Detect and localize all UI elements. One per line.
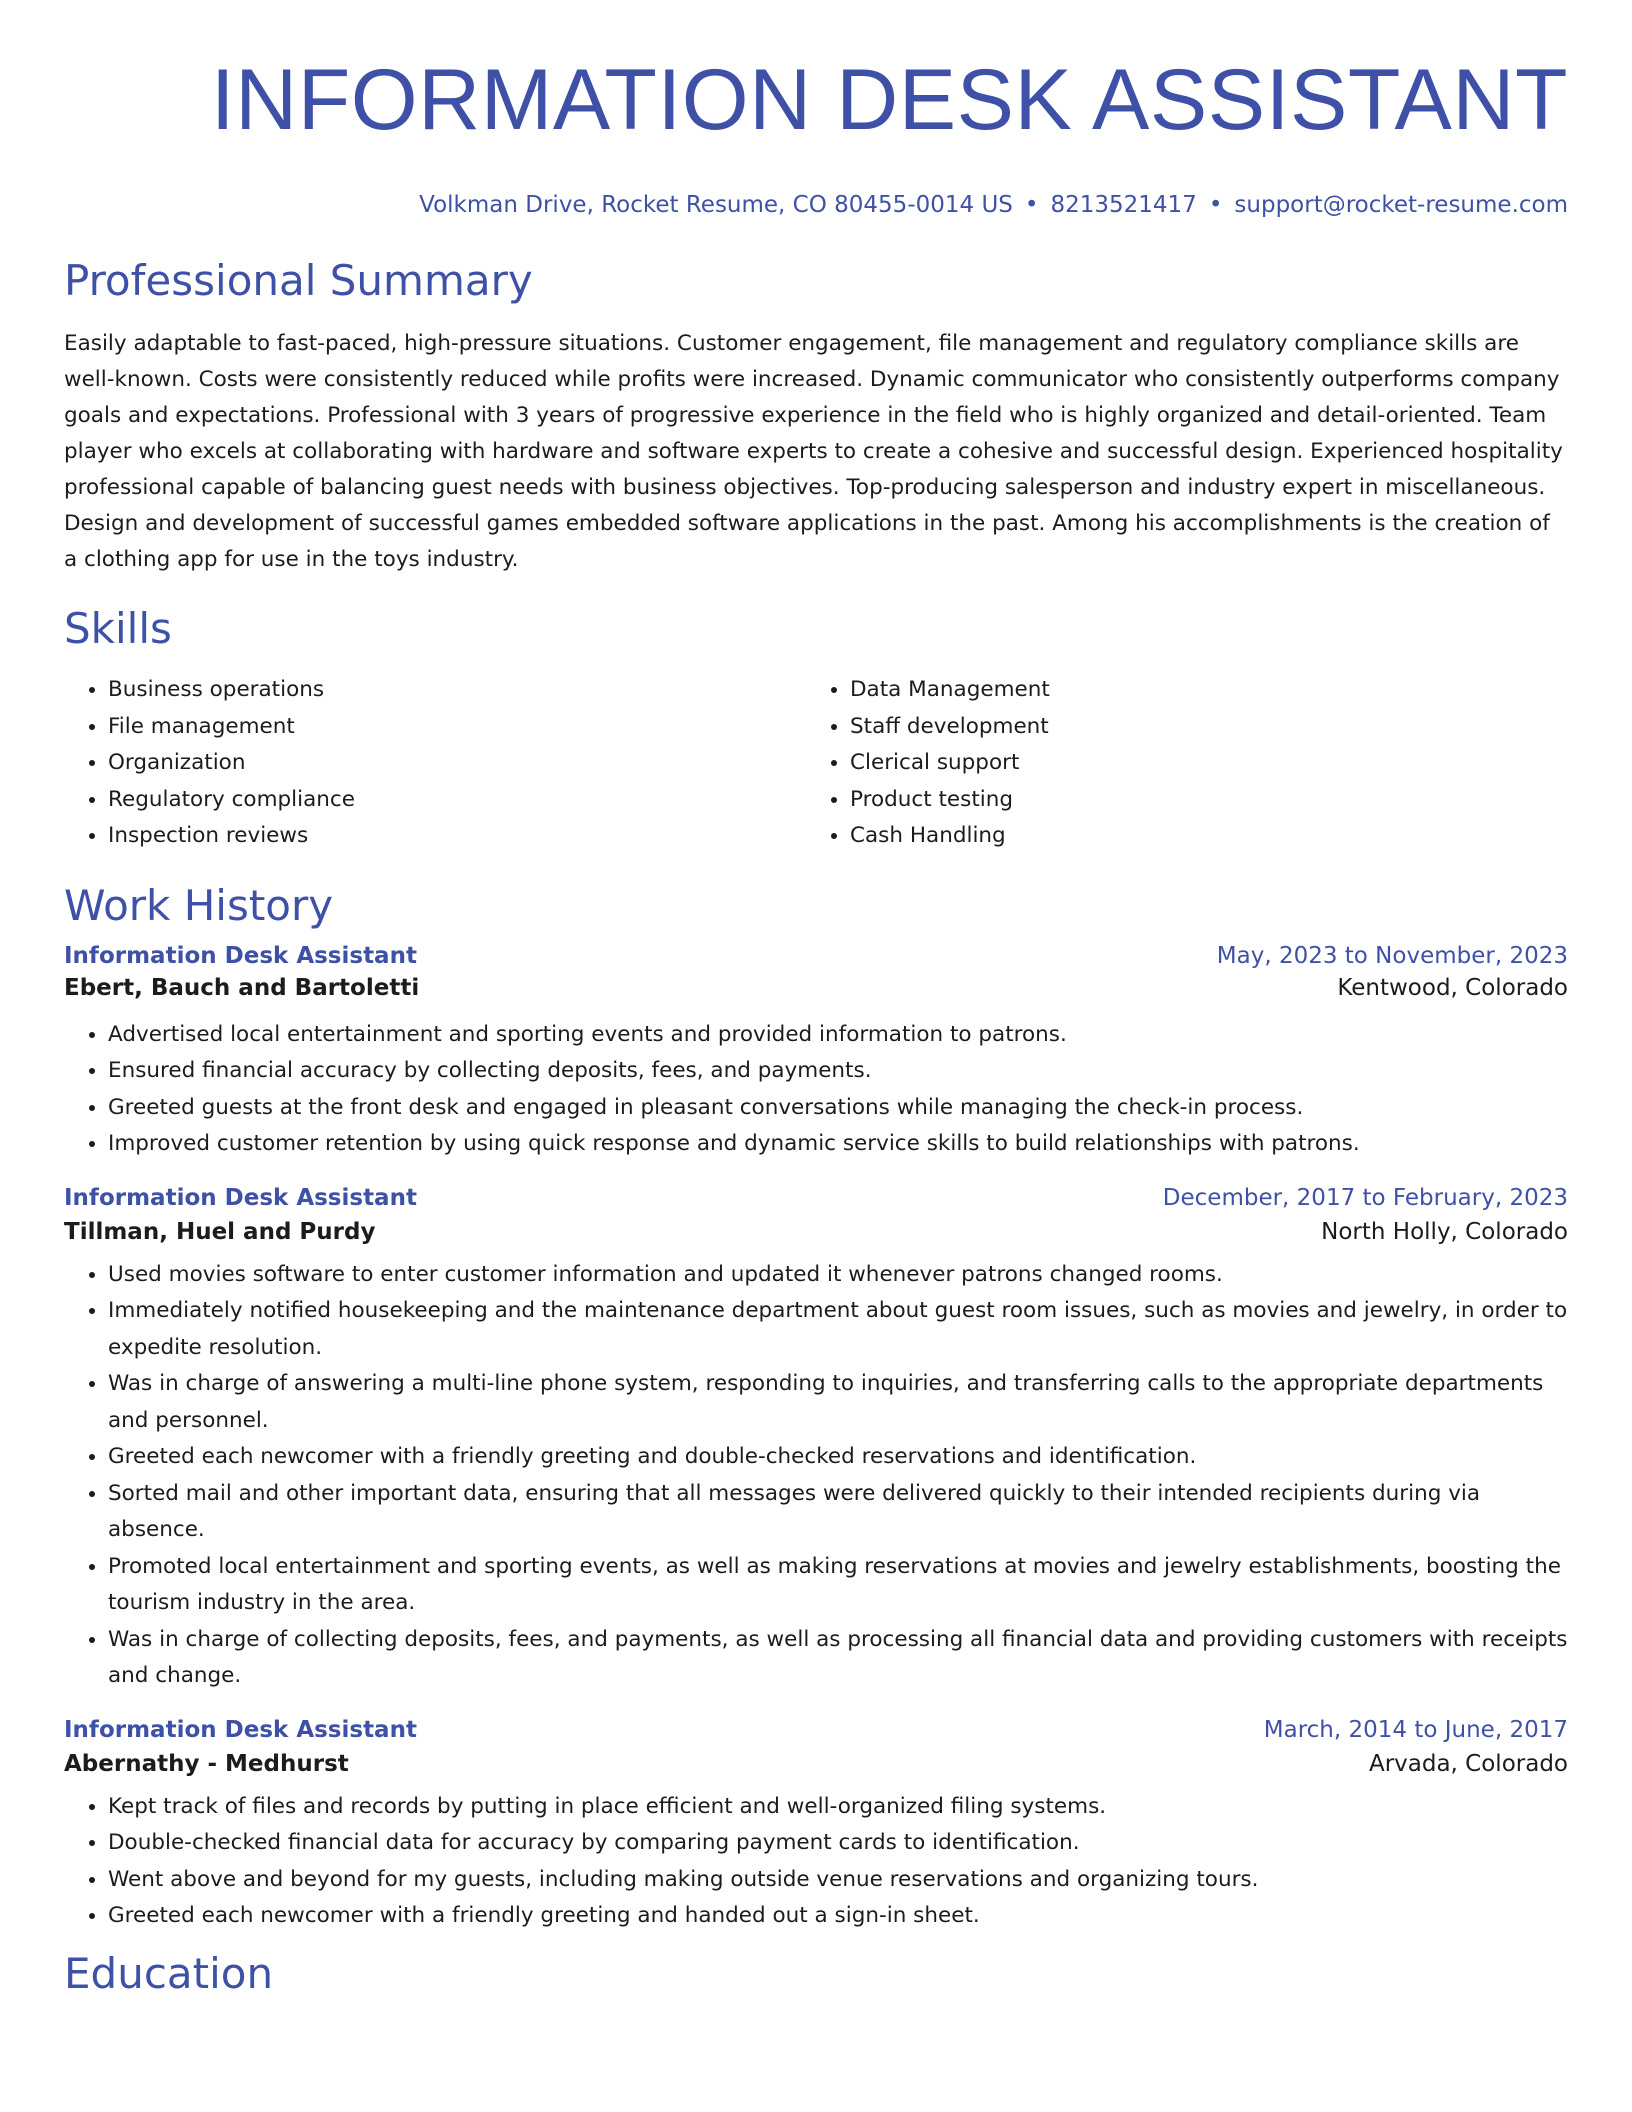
job-bullet: • Advertised local entertainment and sporting events and provided information to patrons. [108,1017,1568,1054]
summary-section [64,256,1568,578]
contact-separator: • [1024,192,1039,218]
job-title: Information Desk Assistant [64,1716,417,1743]
job-bullet: • Improved customer retention by using quick response and dynamic service skills to build relationships with patrons. [108,1126,1568,1163]
job-company: Ebert, Bauch and Bartoletti [64,974,420,1001]
job-title: Information Desk Assistant [64,1184,417,1211]
job-bullet: • Kept track of files and records by putting in place efficient and well-organized filing systems. [108,1789,1568,1826]
skill-item: • Cash Handling [850,818,1566,855]
job-company: Tillman, Huel and Purdy [64,1218,376,1245]
section-title-summary: Professional Summary [64,256,533,305]
job-title-row [64,943,1568,969]
job-location: Arvada, Colorado [1368,1750,1568,1777]
skill-item: • Business operations [108,672,806,709]
job-bullet: • Immediately notified housekeeping and the maintenance department about guest room issues, such as movies and jewelry, in order to expedite resolution. [108,1293,1568,1366]
job-bullet: • Greeted guests at the front desk and engaged in pleasant conversations while managing the check-in process. [108,1090,1568,1127]
job-bullet: • Sorted mail and other important data, ensuring that all messages were delivered quickly to their intended recipients during via absence. [108,1476,1568,1549]
contact-address: Volkman Drive, Rocket Resume, CO 80455-0014 US [419,192,1013,218]
summary-text: Easily adaptable to fast-paced, high-pressure situations. Customer engagement, file management and regulatory compliance skills are well-known. Costs were consistently reduced while profits were increased. Dynamic communicator who consistently outperforms company goals and expectations. Professional with 3 years of progressive experience in the field who is highly organized and detail-oriented. Team player who excels at collaborating with hardware and software experts to create a cohesive and successful design. Experienced hospitality professional capable of balancing guest needs with business objectives. Top-producing salesperson and industry expert in miscellaneous. Design and development of successful games embedded software applications in the past. Among his accomplishments is the creation of a clothing app for use in the toys industry. [64,331,1563,572]
work-history-section [64,881,1568,1935]
job-bullets [64,1017,1568,1163]
resume-header [64,0,1568,218]
skill-item: • Data Management [850,672,1566,709]
job-entry [64,1717,1568,1935]
job-title-row [64,1717,1568,1743]
job-bullet: • Ensured financial accuracy by collecting deposits, fees, and payments. [108,1053,1568,1090]
job-entry [64,943,1568,1163]
job-bullet: • Double-checked financial data for accuracy by comparing payment cards to identification. [108,1825,1568,1862]
job-dates: December, 2017 to February, 2023 [1162,1184,1568,1211]
job-bullets [64,1257,1568,1695]
skills-section [64,604,1568,855]
job-entry [64,1185,1568,1695]
job-bullet: • Was in charge of answering a multi-line phone system, responding to inquiries, and transferring calls to the appropriate departments and personnel. [108,1366,1568,1439]
job-company-row [64,1751,1568,1777]
skill-item: • Inspection reviews [108,818,806,855]
job-bullet: • Was in charge of collecting deposits, fees, and payments, as well as processing all financial data and providing customers with receipts and change. [108,1622,1568,1695]
section-title-education: Education [64,1948,274,1998]
job-bullet: • Promoted local entertainment and sporting events, as well as making reservations at movies and jewelry establishments, boosting the tourism industry in the area. [108,1549,1568,1622]
job-bullet: • Greeted each newcomer with a friendly greeting and double-checked reservations and identification. [108,1439,1568,1476]
contact-line [64,192,1568,218]
job-dates: March, 2014 to June, 2017 [1263,1716,1568,1743]
job-bullet: • Greeted each newcomer with a friendly greeting and handed out a sign-in sheet. [108,1898,1568,1935]
job-location: North Holly, Colorado [1321,1218,1568,1245]
job-company: Abernathy - Medhurst [64,1750,349,1777]
skill-item: • Product testing [850,782,1566,819]
job-bullets [64,1789,1568,1935]
job-dates: May, 2023 to November, 2023 [1216,942,1568,969]
job-bullet: • Went above and beyond for my guests, including making outside venue reservations and organizing tours. [108,1862,1568,1899]
section-title-skills: Skills [64,604,172,653]
job-bullet: • Used movies software to enter customer information and updated it whenever patrons changed rooms. [108,1257,1568,1294]
skills-grid [64,672,1568,855]
contact-email: support@rocket-resume.com [1234,192,1568,218]
skill-item: • Organization [108,745,806,782]
skills-list-right [806,672,1566,855]
job-company-row [64,975,1568,1001]
job-location: Kentwood, Colorado [1337,974,1568,1001]
job-title-row [64,1185,1568,1211]
contact-phone: 8213521417 [1050,192,1197,218]
resume-name: INFORMATION DESK ASSISTANT [210,52,1568,148]
section-title-work-history: Work History [64,880,334,930]
job-company-row [64,1219,1568,1245]
skills-list-left [64,672,806,855]
skill-item: • Clerical support [850,745,1566,782]
job-title: Information Desk Assistant [64,942,417,969]
skill-item: • Staff development [850,709,1566,746]
education-section [64,1949,1568,1999]
contact-separator: • [1208,192,1223,218]
skill-item: • File management [108,709,806,746]
skill-item: • Regulatory compliance [108,782,806,819]
